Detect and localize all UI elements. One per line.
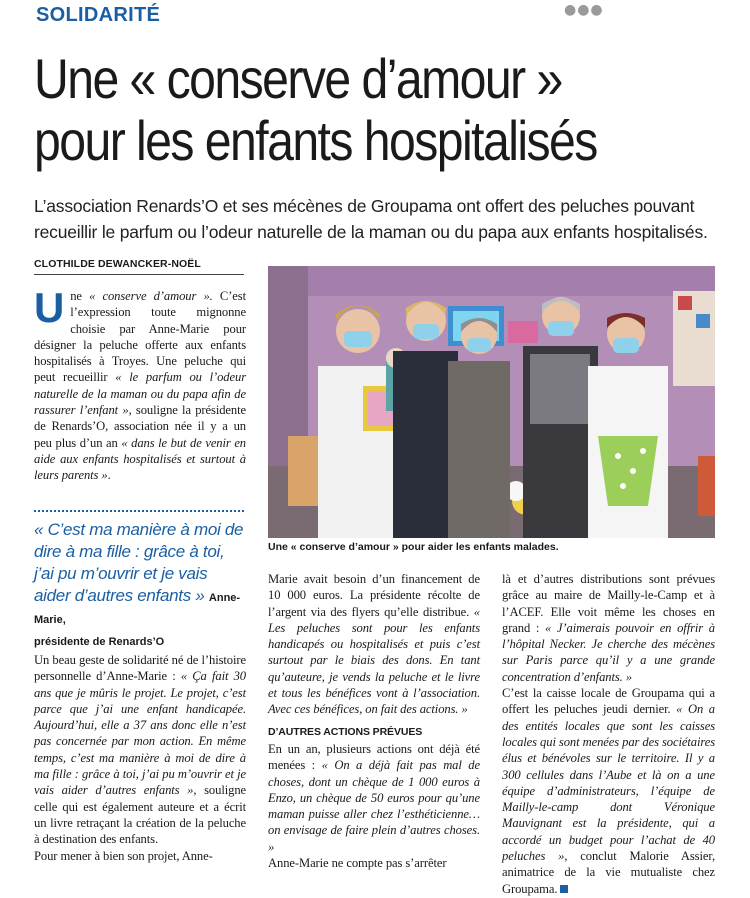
col3-text-1: là et d’autres distributions sont prévues grâce au maire de Mailly-le-Camp et à l’ACEF. Elle voit même les choses en grand : [502, 572, 715, 635]
col2-quote-2: « On a déjà fait pas mal de choses, dont un chèque de 1 000 euros à Enzo, un chèque de 50 euros pour qu’une maman puisse aller chez l’esthéticienne… on envisage de faire plein d’autres choses. » [268, 758, 480, 854]
intro-text-1: ne [70, 289, 90, 303]
subheading: D’AUTRES ACTIONS PRÉVUES [268, 725, 423, 738]
col3-text-2: C’est la caisse locale de Groupama qui a offert les peluches jeudi dernier. [502, 686, 715, 717]
col2-text-2: En un an, plusieurs actions ont déjà été menées : [268, 741, 480, 773]
intro-text-3: , souligne la présidente de Renards’O, association née il y a un peu plus d’un an [34, 403, 246, 450]
dotted-separator [34, 510, 244, 512]
pull-quote [34, 519, 246, 651]
column-3 [502, 571, 715, 897]
col3-quote-1: « J’aimerais pouvoir en offrir à l’hôpital Necker. Je cherche des mécènes sur Paris parce qu’il y a une grande concentration d’enfants. » [502, 620, 715, 684]
body-quote-1: « Ça fait 30 ans que je mûris le projet. Le projet, c’est parce que j’ai une enfant handicapée. Aujourd’hui, elle a 37 ans donc elle n’est pas concernée par mon action. En même temps, c’est ma manière à moi de dire à ma fille : grâce à toi, j’ai pu m’ouvrir et je vais aider d’autres enfants » [34, 669, 246, 798]
headline-line-2: pour les enfants hospitalisés [34, 109, 597, 172]
column-1-intro [34, 284, 247, 484]
body-text-3: Pour mener à bien son projet, Anne- [34, 848, 213, 863]
intro-quote-2: « le parfum ou l’odeur naturelle de la maman ou du papa afin de rassurer l’enfant » [34, 370, 246, 418]
section-rubric: SOLIDARITÉ [36, 4, 161, 26]
drop-cap: U [34, 284, 65, 331]
intro-text-4: . [107, 468, 111, 483]
intro-text-2: C’est l’expression toute mignonne choisie par Anne-Marie pour désigner la peluche offerte aux enfants hospitalisés à Troyes. Une peluche qui peut recueillir [34, 289, 246, 385]
col2-text-1: Marie avait besoin d’un financement de 10 000 euros. La présidente récolte de l’argent via des flyers qu’elle distribue. [268, 572, 480, 619]
photo-caption: Une « conserve d’amour » pour aider les enfants malades. [268, 541, 559, 553]
article-photo [268, 266, 715, 538]
col3-quote-2: « On a des entités locales que sont les caisses locales qui sont menées par des sociétaires élus et bénévoles sur le territoire. Il y a 300 cellules dans l’Aube et là on a une équipe d’administrateurs, l’équipe de Mailly-le-camp dont Véronique Mauvignant est la présidente, qui a accordé un budget pour l’achat de 40 peluches » [502, 702, 715, 864]
column-1-body [34, 652, 246, 864]
more-options-icon[interactable]: ●●● [564, 2, 604, 18]
body-text-1: Un beau geste de solidarité né de l’histoire personnelle d’Anne-Marie : [34, 653, 246, 684]
pull-quote-role: présidente de Renards’O [34, 636, 165, 648]
pull-quote-author: Anne-Marie, [34, 592, 241, 626]
col2-text-3: Anne-Marie ne compte pas s’arrêter [268, 856, 447, 871]
photo-illustration [268, 266, 715, 538]
standfirst: L’association Renards’O et ses mécènes de Groupama ont offert des peluches pouvant recueillir le parfum ou l’odeur naturelle de la maman ou du papa aux enfants hospitalisés. [34, 196, 708, 242]
headline [34, 48, 636, 172]
intro-quote-1: « conserve d’amour ». [89, 289, 213, 303]
end-mark-icon [560, 885, 568, 893]
column-2 [268, 571, 480, 871]
pull-quote-text: « C’est ma manière à moi de dire à ma fille : grâce à toi, j’ai pu m’ouvrir et je vais aider d’autres enfants » [34, 520, 244, 605]
byline: CLOTHILDE DEWANCKER-NOËL [34, 258, 244, 275]
body-text-2: , souligne celle qui est également auteure et a écrit un livre retraçant la création de la peluche à destination des enfants. [34, 783, 247, 847]
intro-quote-3: « dans le but de venir en aide aux enfants hospitalisés et surtout à leurs parents » [34, 435, 247, 483]
col3-text-3: , conclut Malorie Assier, animatrice de la vie mutualiste chez Groupama. [502, 849, 715, 896]
headline-line-1: Une « conserve d’amour » [34, 47, 562, 110]
col2-quote-1: « Les peluches sont pour les enfants handicapés ou hospitalisés et puis c’est surtout par le biais des dons. En tant qu’auteure, je vends la peluche et le livre et tous les bénéfices vont à l’association. Avec ces bénéfices, on fait des actions. » [268, 604, 480, 717]
